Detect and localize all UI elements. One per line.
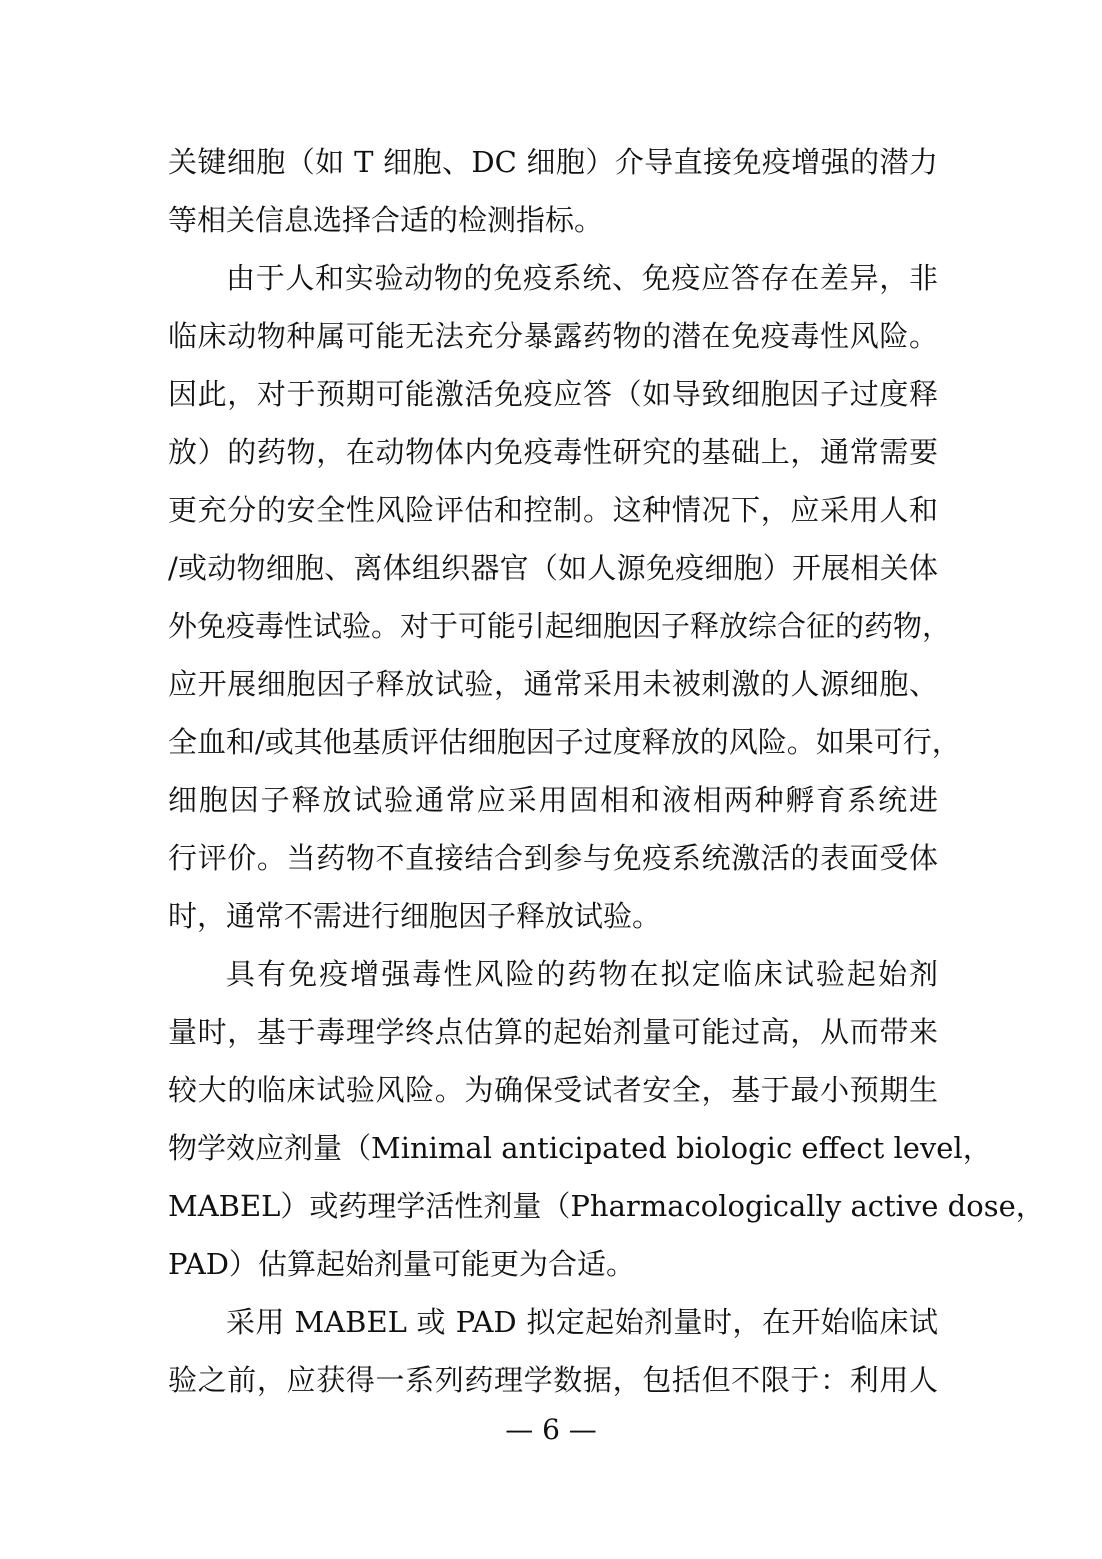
text-line: 物学效应剂量（Minimal anticipated biologic effect level， — [168, 1131, 992, 1165]
text-line: 等相关信息选择合适的检测指标。 — [168, 203, 604, 237]
text-line: /或动物细胞、离体组织器官（如人源免疫细胞）开展相关体 — [168, 551, 938, 585]
text-line: 应开展细胞因子释放试验，通常采用未被刺激的人源细胞、 — [168, 667, 938, 701]
text-line: 较大的临床试验风险。为确保受试者安全，基于最小预期生 — [168, 1073, 938, 1107]
text-line: MABEL）或药理学活性剂量（Pharmacologically active dose， — [168, 1189, 1045, 1223]
text-line: 验之前，应获得一系列药理学数据，包括但不限于：利用人 — [168, 1363, 938, 1397]
text-line: 具有免疫增强毒性风险的药物在拟定临床试验起始剂 — [226, 957, 938, 991]
text-line: 时，通常不需进行细胞因子释放试验。 — [168, 899, 662, 933]
text-line: 外免疫毒性试验。对于可能引起细胞因子释放综合征的药物， — [168, 609, 952, 643]
text-line: 关键细胞（如 T 细胞、DC 细胞）介导直接免疫增强的潜力 — [168, 145, 938, 179]
page-number: — 6 — — [505, 1413, 597, 1446]
text-line: 由于人和实验动物的免疫系统、免疫应答存在差异，非 — [226, 261, 938, 295]
text-line: 放）的药物，在动物体内免疫毒性研究的基础上，通常需要 — [168, 435, 938, 469]
text-line: 因此，对于预期可能激活免疫应答（如导致细胞因子过度释 — [168, 377, 938, 411]
text-line: 行评价。当药物不直接结合到参与免疫系统激活的表面受体 — [168, 841, 938, 875]
text-line: 采用 MABEL 或 PAD 拟定起始剂量时，在开始临床试 — [226, 1305, 938, 1339]
text-line: 临床动物种属可能无法充分暴露药物的潜在免疫毒性风险。 — [168, 319, 938, 353]
text-line: 更充分的安全性风险评估和控制。这种情况下，应采用人和 — [168, 493, 938, 527]
text-line: PAD）估算起始剂量可能更为合适。 — [168, 1247, 636, 1281]
text-line: 量时，基于毒理学终点估算的起始剂量可能过高，从而带来 — [168, 1015, 938, 1049]
text-line: 细胞因子释放试验通常应采用固相和液相两种孵育系统进 — [168, 783, 938, 817]
text-line: 全血和/或其他基质评估细胞因子过度释放的风险。如果可行， — [168, 725, 961, 759]
